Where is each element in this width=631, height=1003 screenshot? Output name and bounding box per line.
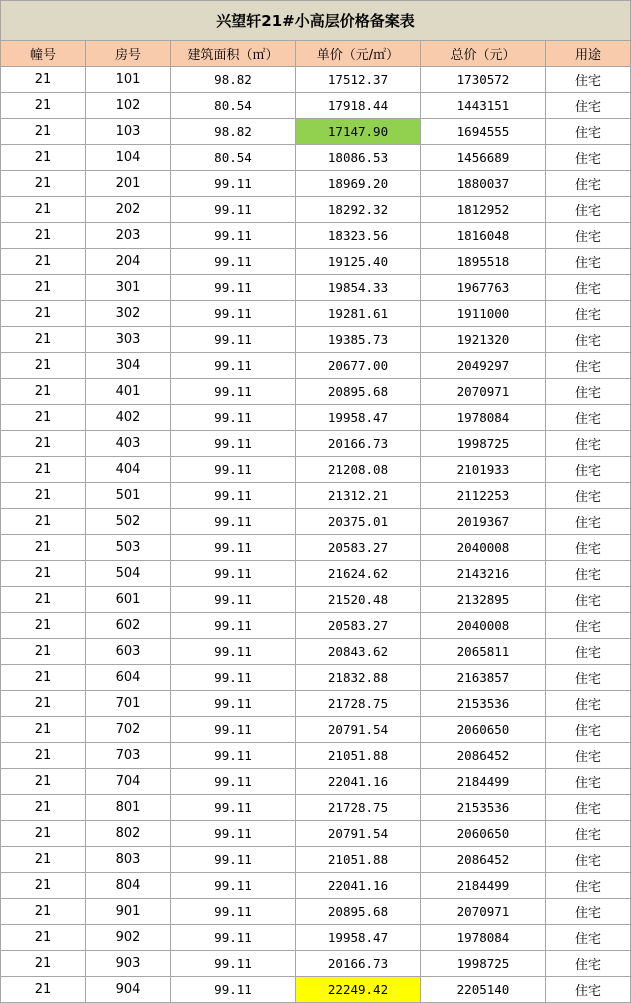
cell-use[interactable]: 住宅 xyxy=(546,899,631,925)
cell-unit-price[interactable]: 17512.37 xyxy=(296,67,421,93)
cell-building[interactable]: 21 xyxy=(1,379,86,405)
cell-building[interactable]: 21 xyxy=(1,275,86,301)
cell-area[interactable]: 80.54 xyxy=(171,93,296,119)
table-row xyxy=(1,431,631,457)
table-row xyxy=(1,665,631,691)
cell-area[interactable]: 98.82 xyxy=(171,119,296,145)
cell-area[interactable]: 99.11 xyxy=(171,509,296,535)
table-row xyxy=(1,613,631,639)
table-row xyxy=(1,249,631,275)
table-row xyxy=(1,509,631,535)
cell-use[interactable]: 住宅 xyxy=(546,795,631,821)
cell-building[interactable]: 21 xyxy=(1,821,86,847)
table-row xyxy=(1,691,631,717)
cell-area[interactable]: 99.11 xyxy=(171,769,296,795)
cell-use[interactable]: 住宅 xyxy=(546,249,631,275)
cell-building[interactable]: 21 xyxy=(1,743,86,769)
cell-total-price[interactable]: 2065811 xyxy=(421,639,546,665)
cell-total-price[interactable]: 2163857 xyxy=(421,665,546,691)
cell-room[interactable]: 302 xyxy=(86,301,171,327)
cell-building[interactable]: 21 xyxy=(1,301,86,327)
cell-room[interactable]: 504 xyxy=(86,561,171,587)
cell-building[interactable]: 21 xyxy=(1,769,86,795)
table-row xyxy=(1,197,631,223)
cell-unit-price[interactable]: 17918.44 xyxy=(296,93,421,119)
cell-room[interactable]: 102 xyxy=(86,93,171,119)
cell-area[interactable]: 99.11 xyxy=(171,483,296,509)
cell-area[interactable]: 99.11 xyxy=(171,977,296,1003)
cell-building[interactable]: 21 xyxy=(1,67,86,93)
cell-total-price[interactable]: 2040008 xyxy=(421,535,546,561)
cell-building[interactable]: 21 xyxy=(1,171,86,197)
table-row xyxy=(1,743,631,769)
cell-room[interactable]: 902 xyxy=(86,925,171,951)
table-row xyxy=(1,769,631,795)
cell-room[interactable]: 603 xyxy=(86,639,171,665)
cell-room[interactable]: 104 xyxy=(86,145,171,171)
cell-building[interactable]: 21 xyxy=(1,561,86,587)
cell-use[interactable]: 住宅 xyxy=(546,379,631,405)
cell-total-price[interactable]: 1895518 xyxy=(421,249,546,275)
cell-unit-price[interactable]: 18292.32 xyxy=(296,197,421,223)
cell-total-price[interactable]: 2132895 xyxy=(421,587,546,613)
cell-room[interactable]: 501 xyxy=(86,483,171,509)
cell-building[interactable]: 21 xyxy=(1,795,86,821)
cell-use[interactable]: 住宅 xyxy=(546,275,631,301)
cell-use[interactable]: 住宅 xyxy=(546,197,631,223)
cell-unit-price[interactable]: 19125.40 xyxy=(296,249,421,275)
cell-building[interactable]: 21 xyxy=(1,249,86,275)
cell-unit-price[interactable]: 20583.27 xyxy=(296,613,421,639)
table-row xyxy=(1,951,631,977)
cell-use[interactable]: 住宅 xyxy=(546,483,631,509)
cell-room[interactable]: 701 xyxy=(86,691,171,717)
cell-building[interactable]: 21 xyxy=(1,665,86,691)
cell-area[interactable]: 99.11 xyxy=(171,301,296,327)
cell-use[interactable]: 住宅 xyxy=(546,613,631,639)
cell-total-price[interactable]: 1456689 xyxy=(421,145,546,171)
cell-area[interactable]: 99.11 xyxy=(171,951,296,977)
table-row xyxy=(1,405,631,431)
cell-building[interactable]: 21 xyxy=(1,717,86,743)
cell-room[interactable]: 201 xyxy=(86,171,171,197)
cell-use[interactable]: 住宅 xyxy=(546,873,631,899)
cell-use[interactable]: 住宅 xyxy=(546,119,631,145)
cell-use[interactable]: 住宅 xyxy=(546,223,631,249)
cell-unit-price[interactable]: 18086.53 xyxy=(296,145,421,171)
cell-use[interactable]: 住宅 xyxy=(546,145,631,171)
cell-room[interactable]: 803 xyxy=(86,847,171,873)
cell-area[interactable]: 99.11 xyxy=(171,613,296,639)
cell-use[interactable]: 住宅 xyxy=(546,93,631,119)
cell-unit-price[interactable]: 21208.08 xyxy=(296,457,421,483)
cell-unit-price[interactable]: 20583.27 xyxy=(296,535,421,561)
table-row xyxy=(1,899,631,925)
table-row xyxy=(1,587,631,613)
cell-unit-price[interactable]: 22041.16 xyxy=(296,769,421,795)
cell-total-price[interactable]: 1978084 xyxy=(421,925,546,951)
table-row xyxy=(1,145,631,171)
cell-building[interactable]: 21 xyxy=(1,483,86,509)
cell-room[interactable]: 404 xyxy=(86,457,171,483)
cell-building[interactable]: 21 xyxy=(1,405,86,431)
cell-unit-price[interactable]: 20791.54 xyxy=(296,717,421,743)
cell-use[interactable]: 住宅 xyxy=(546,67,631,93)
header-building[interactable]: 幢号 xyxy=(1,41,86,67)
table-row xyxy=(1,795,631,821)
title-row xyxy=(1,1,631,41)
cell-area[interactable]: 99.11 xyxy=(171,457,296,483)
cell-building[interactable]: 21 xyxy=(1,691,86,717)
cell-unit-price[interactable]: 20791.54 xyxy=(296,821,421,847)
cell-room[interactable]: 804 xyxy=(86,873,171,899)
cell-area[interactable]: 99.11 xyxy=(171,249,296,275)
cell-use[interactable]: 住宅 xyxy=(546,977,631,1003)
table-row xyxy=(1,639,631,665)
cell-area[interactable]: 99.11 xyxy=(171,639,296,665)
cell-building[interactable]: 21 xyxy=(1,93,86,119)
cell-room[interactable]: 704 xyxy=(86,769,171,795)
cell-use[interactable]: 住宅 xyxy=(546,665,631,691)
cell-total-price[interactable]: 1816048 xyxy=(421,223,546,249)
cell-area[interactable]: 99.11 xyxy=(171,275,296,301)
cell-building[interactable]: 21 xyxy=(1,613,86,639)
table-row xyxy=(1,821,631,847)
cell-total-price[interactable]: 2086452 xyxy=(421,743,546,769)
table-row xyxy=(1,977,631,1003)
cell-area[interactable]: 99.11 xyxy=(171,743,296,769)
cell-area[interactable]: 99.11 xyxy=(171,587,296,613)
cell-total-price[interactable]: 2060650 xyxy=(421,717,546,743)
cell-building[interactable]: 21 xyxy=(1,925,86,951)
table-row xyxy=(1,717,631,743)
cell-use[interactable]: 住宅 xyxy=(546,301,631,327)
header-room[interactable]: 房号 xyxy=(86,41,171,67)
cell-area[interactable]: 99.11 xyxy=(171,665,296,691)
cell-unit-price[interactable]: 19958.47 xyxy=(296,405,421,431)
cell-area[interactable]: 99.11 xyxy=(171,561,296,587)
cell-total-price[interactable]: 2205140 xyxy=(421,977,546,1003)
header-total-price[interactable]: 总价（元） xyxy=(421,41,546,67)
cell-unit-price[interactable]: 21520.48 xyxy=(296,587,421,613)
cell-room[interactable]: 403 xyxy=(86,431,171,457)
cell-room[interactable]: 304 xyxy=(86,353,171,379)
cell-building[interactable]: 21 xyxy=(1,639,86,665)
cell-use[interactable]: 住宅 xyxy=(546,535,631,561)
cell-building[interactable]: 21 xyxy=(1,327,86,353)
cell-area[interactable]: 99.11 xyxy=(171,535,296,561)
cell-total-price[interactable]: 1812952 xyxy=(421,197,546,223)
header-row xyxy=(1,41,631,67)
header-area[interactable]: 建筑面积（㎡） xyxy=(171,41,296,67)
cell-building[interactable]: 21 xyxy=(1,899,86,925)
cell-unit-price[interactable]: 20166.73 xyxy=(296,951,421,977)
cell-use[interactable]: 住宅 xyxy=(546,639,631,665)
cell-area[interactable]: 99.11 xyxy=(171,821,296,847)
cell-total-price[interactable]: 2086452 xyxy=(421,847,546,873)
cell-total-price[interactable]: 2112253 xyxy=(421,483,546,509)
cell-room[interactable]: 204 xyxy=(86,249,171,275)
cell-unit-price[interactable]: 22041.16 xyxy=(296,873,421,899)
table-row xyxy=(1,275,631,301)
table-row xyxy=(1,119,631,145)
cell-unit-price[interactable]: 19385.73 xyxy=(296,327,421,353)
cell-total-price[interactable]: 1911000 xyxy=(421,301,546,327)
table-row xyxy=(1,457,631,483)
cell-use[interactable]: 住宅 xyxy=(546,743,631,769)
cell-room[interactable]: 202 xyxy=(86,197,171,223)
cell-room[interactable]: 502 xyxy=(86,509,171,535)
cell-total-price[interactable]: 2153536 xyxy=(421,691,546,717)
cell-total-price[interactable]: 1978084 xyxy=(421,405,546,431)
cell-total-price[interactable]: 2184499 xyxy=(421,873,546,899)
cell-unit-price[interactable]: 22249.42 xyxy=(296,977,421,1003)
cell-building[interactable]: 21 xyxy=(1,873,86,899)
cell-area[interactable]: 80.54 xyxy=(171,145,296,171)
cell-building[interactable]: 21 xyxy=(1,431,86,457)
cell-area[interactable]: 99.11 xyxy=(171,223,296,249)
cell-total-price[interactable]: 2143216 xyxy=(421,561,546,587)
table-row xyxy=(1,353,631,379)
cell-unit-price[interactable]: 19281.61 xyxy=(296,301,421,327)
cell-room[interactable]: 901 xyxy=(86,899,171,925)
cell-area[interactable]: 99.11 xyxy=(171,899,296,925)
cell-use[interactable]: 住宅 xyxy=(546,769,631,795)
cell-total-price[interactable]: 2070971 xyxy=(421,899,546,925)
cell-room[interactable]: 903 xyxy=(86,951,171,977)
cell-building[interactable]: 21 xyxy=(1,457,86,483)
cell-use[interactable]: 住宅 xyxy=(546,691,631,717)
cell-unit-price[interactable]: 19854.33 xyxy=(296,275,421,301)
cell-building[interactable]: 21 xyxy=(1,847,86,873)
cell-use[interactable]: 住宅 xyxy=(546,821,631,847)
cell-building[interactable]: 21 xyxy=(1,951,86,977)
cell-total-price[interactable]: 2049297 xyxy=(421,353,546,379)
cell-unit-price[interactable]: 21312.21 xyxy=(296,483,421,509)
cell-area[interactable]: 99.11 xyxy=(171,171,296,197)
table-row xyxy=(1,171,631,197)
table-row xyxy=(1,535,631,561)
cell-total-price[interactable]: 1921320 xyxy=(421,327,546,353)
cell-unit-price[interactable]: 18969.20 xyxy=(296,171,421,197)
cell-area[interactable]: 99.11 xyxy=(171,353,296,379)
cell-total-price[interactable]: 2153536 xyxy=(421,795,546,821)
cell-area[interactable]: 99.11 xyxy=(171,873,296,899)
cell-unit-price[interactable]: 20677.00 xyxy=(296,353,421,379)
table-row xyxy=(1,223,631,249)
header-unit-price[interactable]: 单价（元/㎡） xyxy=(296,41,421,67)
cell-room[interactable]: 203 xyxy=(86,223,171,249)
cell-area[interactable]: 99.11 xyxy=(171,925,296,951)
cell-use[interactable]: 住宅 xyxy=(546,327,631,353)
cell-room[interactable]: 802 xyxy=(86,821,171,847)
cell-total-price[interactable]: 1443151 xyxy=(421,93,546,119)
cell-total-price[interactable]: 2019367 xyxy=(421,509,546,535)
table-row xyxy=(1,67,631,93)
cell-total-price[interactable]: 2060650 xyxy=(421,821,546,847)
cell-area[interactable]: 98.82 xyxy=(171,67,296,93)
cell-use[interactable]: 住宅 xyxy=(546,353,631,379)
sheet-title[interactable]: 兴望轩21#小高层价格备案表 xyxy=(1,1,631,41)
cell-room[interactable]: 401 xyxy=(86,379,171,405)
cell-area[interactable]: 99.11 xyxy=(171,197,296,223)
cell-unit-price[interactable]: 20166.73 xyxy=(296,431,421,457)
cell-area[interactable]: 99.11 xyxy=(171,691,296,717)
cell-room[interactable]: 303 xyxy=(86,327,171,353)
cell-use[interactable]: 住宅 xyxy=(546,925,631,951)
cell-room[interactable]: 801 xyxy=(86,795,171,821)
table-row xyxy=(1,301,631,327)
table-body xyxy=(1,67,631,1003)
cell-use[interactable]: 住宅 xyxy=(546,171,631,197)
cell-room[interactable]: 904 xyxy=(86,977,171,1003)
cell-use[interactable]: 住宅 xyxy=(546,951,631,977)
cell-unit-price[interactable]: 17147.90 xyxy=(296,119,421,145)
cell-unit-price[interactable]: 21728.75 xyxy=(296,795,421,821)
cell-room[interactable]: 604 xyxy=(86,665,171,691)
cell-unit-price[interactable]: 18323.56 xyxy=(296,223,421,249)
cell-use[interactable]: 住宅 xyxy=(546,561,631,587)
table-row xyxy=(1,873,631,899)
cell-unit-price[interactable]: 20843.62 xyxy=(296,639,421,665)
cell-use[interactable]: 住宅 xyxy=(546,847,631,873)
cell-total-price[interactable]: 2040008 xyxy=(421,613,546,639)
table-row xyxy=(1,847,631,873)
cell-total-price[interactable]: 1998725 xyxy=(421,951,546,977)
cell-room[interactable]: 601 xyxy=(86,587,171,613)
table-row xyxy=(1,561,631,587)
cell-use[interactable]: 住宅 xyxy=(546,717,631,743)
cell-building[interactable]: 21 xyxy=(1,587,86,613)
cell-unit-price[interactable]: 21051.88 xyxy=(296,847,421,873)
table-row xyxy=(1,379,631,405)
cell-building[interactable]: 21 xyxy=(1,197,86,223)
cell-use[interactable]: 住宅 xyxy=(546,457,631,483)
cell-building[interactable]: 21 xyxy=(1,977,86,1003)
cell-total-price[interactable]: 1730572 xyxy=(421,67,546,93)
table-row xyxy=(1,483,631,509)
cell-area[interactable]: 99.11 xyxy=(171,717,296,743)
cell-use[interactable]: 住宅 xyxy=(546,509,631,535)
cell-use[interactable]: 住宅 xyxy=(546,587,631,613)
cell-use[interactable]: 住宅 xyxy=(546,431,631,457)
cell-total-price[interactable]: 2184499 xyxy=(421,769,546,795)
header-use[interactable]: 用途 xyxy=(546,41,631,67)
table-row xyxy=(1,93,631,119)
cell-total-price[interactable]: 1967763 xyxy=(421,275,546,301)
cell-area[interactable]: 99.11 xyxy=(171,847,296,873)
cell-area[interactable]: 99.11 xyxy=(171,795,296,821)
cell-area[interactable]: 99.11 xyxy=(171,431,296,457)
cell-total-price[interactable]: 1998725 xyxy=(421,431,546,457)
cell-room[interactable]: 602 xyxy=(86,613,171,639)
cell-unit-price[interactable]: 20895.68 xyxy=(296,379,421,405)
cell-room[interactable]: 103 xyxy=(86,119,171,145)
cell-use[interactable]: 住宅 xyxy=(546,405,631,431)
cell-room[interactable]: 402 xyxy=(86,405,171,431)
cell-building[interactable]: 21 xyxy=(1,353,86,379)
cell-area[interactable]: 99.11 xyxy=(171,405,296,431)
cell-area[interactable]: 99.11 xyxy=(171,327,296,353)
cell-building[interactable]: 21 xyxy=(1,145,86,171)
cell-building[interactable]: 21 xyxy=(1,223,86,249)
cell-unit-price[interactable]: 19958.47 xyxy=(296,925,421,951)
cell-area[interactable]: 99.11 xyxy=(171,379,296,405)
cell-room[interactable]: 702 xyxy=(86,717,171,743)
cell-unit-price[interactable]: 21832.88 xyxy=(296,665,421,691)
cell-total-price[interactable]: 1694555 xyxy=(421,119,546,145)
cell-unit-price[interactable]: 20375.01 xyxy=(296,509,421,535)
cell-total-price[interactable]: 2070971 xyxy=(421,379,546,405)
table-row xyxy=(1,327,631,353)
cell-unit-price[interactable]: 21051.88 xyxy=(296,743,421,769)
cell-total-price[interactable]: 2101933 xyxy=(421,457,546,483)
cell-unit-price[interactable]: 21624.62 xyxy=(296,561,421,587)
cell-room[interactable]: 301 xyxy=(86,275,171,301)
cell-building[interactable]: 21 xyxy=(1,119,86,145)
cell-total-price[interactable]: 1880037 xyxy=(421,171,546,197)
cell-room[interactable]: 101 xyxy=(86,67,171,93)
cell-building[interactable]: 21 xyxy=(1,509,86,535)
table-row xyxy=(1,925,631,951)
cell-room[interactable]: 703 xyxy=(86,743,171,769)
cell-unit-price[interactable]: 20895.68 xyxy=(296,899,421,925)
cell-building[interactable]: 21 xyxy=(1,535,86,561)
cell-room[interactable]: 503 xyxy=(86,535,171,561)
cell-unit-price[interactable]: 21728.75 xyxy=(296,691,421,717)
